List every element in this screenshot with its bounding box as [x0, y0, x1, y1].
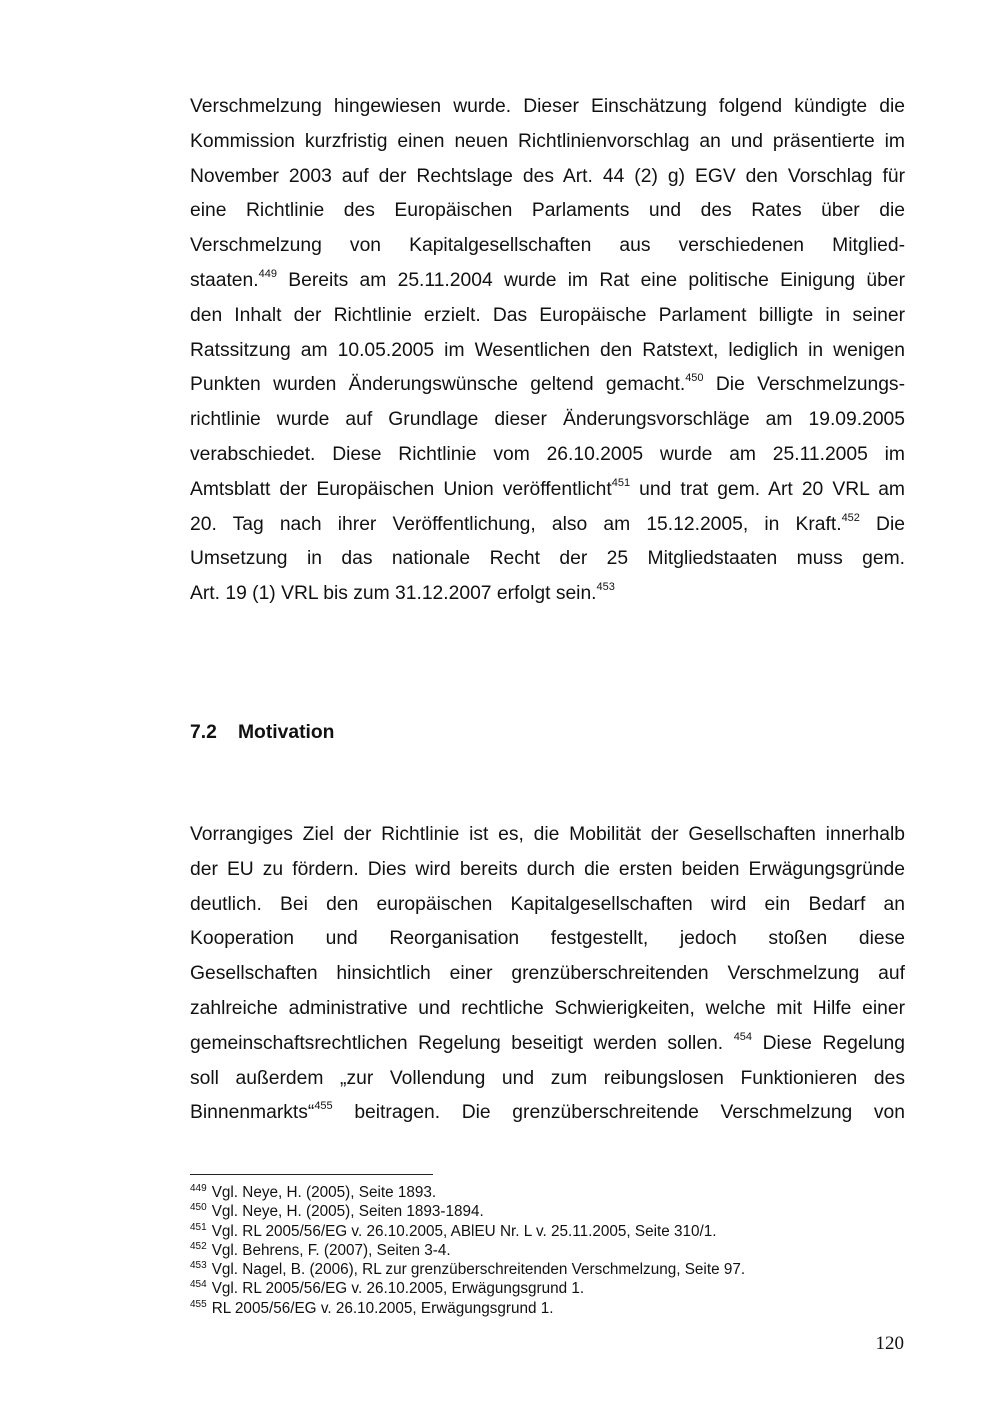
footnote-text: Vgl. RL 2005/56/EG v. 26.10.2005, ABlEU Nr. L v. 25.11.2005, Seite 310/1. — [211, 1222, 717, 1240]
text-line: Umsetzung in das nationale Recht der 25 Mitgliedstaaten muss gem. — [190, 548, 905, 570]
text-line: den Inhalt der Richtlinie erzielt. Das Europäische Parlament billigte in seiner — [190, 304, 905, 326]
text-line: Kooperation und Reorganisation festgestellt, jedoch stoßen diese — [190, 928, 905, 950]
text-line: Vorrangiges Ziel der Richtlinie ist es, die Mobilität der Gesellschaften innerhalb — [190, 824, 905, 845]
footnote — [190, 1260, 910, 1279]
footnote — [190, 1222, 910, 1241]
text-line: 20. Tag nach ihrer Veröffentlichung, also am 15.12.2005, in Kraft.$^{452}$ Die — [190, 511, 905, 535]
body-paragraph — [190, 90, 905, 612]
footnote-number: 450 — [190, 1202, 207, 1214]
body-paragraph — [190, 818, 905, 1131]
text-line: eine Richtlinie des Europäischen Parlaments und des Rates über die — [190, 200, 905, 222]
footnote-reference[interactable]: 455 — [314, 1100, 333, 1113]
footnote-reference[interactable]: 449 — [258, 267, 277, 280]
footnote-text: Vgl. Nagel, B. (2006), RL zur grenzüberschreitenden Verschmelzung, Seite 97. — [211, 1261, 746, 1279]
section-heading — [190, 716, 334, 750]
footnote-number: 451 — [190, 1221, 207, 1233]
text-line: Punkten wurden Änderungswünsche geltend gemacht.$^{450}$ Die Verschmelzungs- — [190, 372, 905, 396]
footnote-text: Vgl. Neye, H. (2005), Seite 1893. — [211, 1184, 437, 1201]
text-line: Kommission kurzfristig einen neuen Richtlinienvorschlag an und präsentierte im — [190, 130, 905, 152]
text-line: verabschiedet. Diese Richtlinie vom 26.10.2005 wurde am 25.11.2005 im — [190, 443, 905, 465]
footnote-number: 455 — [190, 1298, 207, 1310]
text-line: zahlreiche administrative und rechtliche Schwierigkeiten, welche mit Hilfe einer — [190, 997, 905, 1019]
footnote-reference[interactable]: 452 — [841, 511, 860, 524]
text-line: November 2003 auf der Rechtslage des Art. 44 (2) g) EGV den Vorschlag für — [190, 165, 905, 187]
footnote-reference[interactable]: 450 — [685, 372, 704, 385]
footnote-number: 452 — [190, 1240, 207, 1252]
footnote — [190, 1202, 910, 1221]
footnote-number: 453 — [190, 1260, 207, 1272]
footnote — [190, 1299, 910, 1318]
text-line: Gesellschaften hinsichtlich einer grenzüberschreitenden Verschmelzung auf — [190, 963, 905, 985]
footnote — [190, 1279, 910, 1298]
text-line: gemeinschaftsrechtlichen Regelung beseitigt werden sollen. $^{454}$ Diese Regelung — [190, 1030, 906, 1054]
footnote-reference[interactable]: 451 — [611, 476, 631, 489]
page-number: 120 — [875, 1333, 904, 1354]
text-line: Amtsblatt der Europäischen Union veröffentlicht$^{451}$ und trat gem. Art 20 VRL am — [190, 476, 905, 500]
footnote-reference[interactable]: 454 — [733, 1030, 753, 1043]
footnote-text: Vgl. RL 2005/56/EG v. 26.10.2005, Erwägungsgrund 1. — [211, 1280, 585, 1298]
footnote-reference[interactable]: 453 — [596, 581, 615, 594]
footnote-separator — [190, 1174, 433, 1175]
text-line: Verschmelzung von Kapitalgesellschaften aus verschiedenen Mitglied- — [190, 235, 905, 257]
text-line: deutlich. Bei den europäischen Kapitalgesellschaften wird ein Bedarf an — [190, 893, 905, 915]
text-line: Binnenmarkts“$^{455}$ beitragen. Die grenzüberschreitende Verschmelzung von — [190, 1100, 905, 1124]
text-line: Verschmelzung hingewiesen wurde. Dieser Einschätzung folgend kündigte die — [190, 96, 905, 117]
footnote-text: Vgl. Neye, H. (2005), Seiten 1893-1894. — [211, 1203, 484, 1221]
footnote-number: 449 — [190, 1183, 207, 1194]
text-line: der EU zu fördern. Dies wird bereits durch die ersten beiden Erwägungsgründe — [190, 858, 905, 880]
section-number: 7.2 — [190, 722, 217, 743]
text-line: soll außerdem „zur Vollendung und zum reibungslosen Funktionieren des — [190, 1067, 905, 1089]
footnote-text: Vgl. Behrens, F. (2007), Seiten 3-4. — [211, 1241, 451, 1259]
text-line: richtlinie wurde auf Grundlage dieser Änderungsvorschläge am 19.09.2005 — [190, 409, 905, 431]
text-line: Ratssitzung am 10.05.2005 im Wesentlichen den Ratstext, lediglich in wenigen — [190, 339, 905, 361]
footnote — [190, 1241, 910, 1260]
text-line: staaten.$^{449}$ Bereits am 25.11.2004 wurde im Rat eine politische Einigung über — [190, 267, 905, 291]
footnotes — [190, 1183, 910, 1318]
footnote-number: 454 — [190, 1279, 207, 1291]
text-line: Art. 19 (1) VRL bis zum 31.12.2007 erfolgt sein.$^{453}$ — [190, 581, 615, 605]
section-title: Motivation — [238, 722, 335, 743]
footnote-text: RL 2005/56/EG v. 26.10.2005, Erwägungsgrund 1. — [211, 1299, 554, 1317]
footnote — [190, 1183, 910, 1202]
